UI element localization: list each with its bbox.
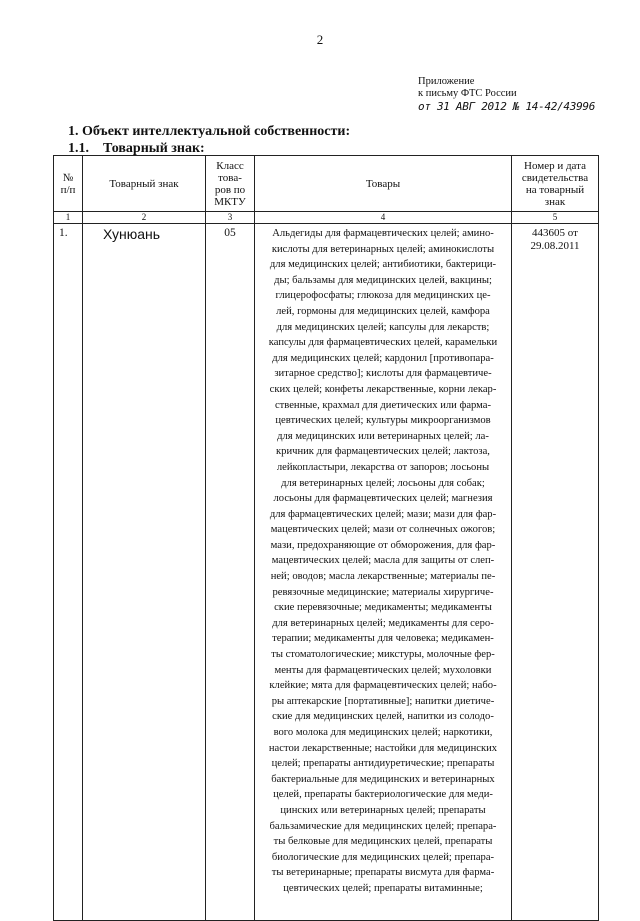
goods-line: капсулы для фармацевтических целей, карамельки xyxy=(268,337,498,349)
goods-line: ты ветеринарные; препараты висмута для фарма- xyxy=(271,867,495,879)
goods-line: терапии; медикаменты для человека; медикамен- xyxy=(272,633,494,645)
appendix-date-number: от 31 АВГ 2012 № 14-42/43996 xyxy=(418,100,596,113)
goods-line: лейкопластыри, лекарства от запоров; лосьоны xyxy=(276,461,490,473)
subsection-title: Товарный знак: xyxy=(103,141,205,156)
header-class: Класс това- ров по МКТУ xyxy=(206,156,255,212)
header-number: № п/п xyxy=(54,156,83,212)
row-number: 1. xyxy=(54,224,83,921)
goods-line: клейкие; мята для фармацевтических целей; набо- xyxy=(269,680,497,692)
goods-line: для медицинских целей; капсулы для лекарств; xyxy=(276,321,490,333)
goods-line: ревязочные медицинские; материалы хирургиче- xyxy=(272,586,494,598)
header-goods: Товары xyxy=(255,156,512,212)
goods-line: биологические для медицинских целей; препара- xyxy=(271,851,495,863)
goods-line: ские для медицинских целей, напитки из солодо- xyxy=(272,711,494,723)
goods-line: цинских или ветеринарных целей; препараты xyxy=(280,804,486,816)
subsection-number: 1.1. xyxy=(68,141,89,156)
certificate-number-date: 443605 от 29.08.2011 xyxy=(512,224,599,921)
goods-line: для медицинских целей; кардонил [противопара- xyxy=(272,352,494,364)
goods-line: целей; препараты антидиуретические; препараты xyxy=(271,758,495,770)
goods-line: лей, гормоны для медицинских целей, камфора xyxy=(276,305,490,317)
goods-line: менты для фармацевтических целей; мухоловки xyxy=(274,664,492,676)
trademark-name: Хунюань xyxy=(83,224,206,921)
goods-line: ты стоматологические; микстуры, молочные фер- xyxy=(271,649,495,661)
goods-line: мацевтических целей; мази от солнечных ожогов; xyxy=(270,524,496,536)
goods-line: ды; бальзамы для медицинских целей, вакцины; xyxy=(274,274,492,286)
appendix-letter-ref: к письму ФТС России xyxy=(418,88,517,99)
column-number: 3 xyxy=(206,212,255,224)
column-number-row xyxy=(54,212,599,224)
goods-line: бальзамические для медицинских целей; препара- xyxy=(269,820,497,832)
goods-line: ты белковые для медицинских целей, препараты xyxy=(273,836,493,848)
goods-line: лосьоны для фармацевтических целей; магнезия xyxy=(273,493,493,505)
appendix-block xyxy=(418,76,595,113)
goods-line: для фармацевтических целей; мази; мази для фар- xyxy=(269,508,497,520)
goods-line: для ветеринарных целей; медикаменты для серо- xyxy=(272,617,494,629)
goods-line: мацевтических целей; масла для защиты от слеп- xyxy=(271,555,495,567)
column-number: 4 xyxy=(255,212,512,224)
goods-line: зитарное средство]; кислоты для фармацевтиче- xyxy=(274,368,492,380)
goods-line: цевтических целей; препараты витаминные; xyxy=(283,882,483,894)
goods-line: кричник для фармацевтических целей; лактоза, xyxy=(276,446,490,458)
goods-line: цевтических целей; культуры микроорганизмов xyxy=(275,415,491,427)
mktu-class: 05 xyxy=(206,224,255,921)
goods-line: ских целей; конфеты лекарственные, корни лекар- xyxy=(269,383,497,395)
goods-line: настои лекарственные; настойки для медицинских xyxy=(268,742,498,754)
goods-line: ры аптекарские [портативные]; напитки диетиче- xyxy=(271,695,495,707)
goods-line: Альдегиды для фармацевтических целей; амино- xyxy=(272,228,494,239)
goods-list xyxy=(255,224,512,921)
goods-line: для медицинских или ветеринарных целей; ла- xyxy=(277,430,489,442)
section-heading: 1. Объект интеллектуальной собственности: xyxy=(68,124,351,139)
goods-line: глицерофосфаты; глюкоза для медицинских це- xyxy=(275,290,491,302)
page-number: 2 xyxy=(316,32,324,47)
goods-line: для медицинских целей; антибиотики, бактерици- xyxy=(269,259,497,271)
column-number: 5 xyxy=(512,212,599,224)
table-header-row xyxy=(54,156,599,212)
appendix-title: Приложение xyxy=(418,76,475,87)
goods-line: мази, предохраняющие от обморожения, для фар- xyxy=(270,539,496,551)
column-number: 1 xyxy=(54,212,83,224)
goods-line: ские перевязочные; медикаменты; медикаменты xyxy=(274,602,492,614)
column-number: 2 xyxy=(83,212,206,224)
goods-line: бактериальные для медицинских и ветеринарных xyxy=(271,773,495,785)
header-certificate: Номер и дата свидетельства на товарный знак xyxy=(512,156,599,212)
goods-line: ней; оводов; масла лекарственные; материалы пе- xyxy=(270,571,496,583)
table-row xyxy=(54,224,599,921)
goods-line: для ветеринарных целей; лосьоны для собак; xyxy=(281,477,485,489)
trademark-table xyxy=(53,155,599,921)
goods-line: целей, препараты бактериологические для меди- xyxy=(273,789,493,801)
goods-line: ственные, крахмал для диетических или фарма- xyxy=(274,399,492,411)
goods-line: вого молока для медицинских целей; наркотики, xyxy=(273,727,493,738)
header-trademark: Товарный знак xyxy=(83,156,206,212)
goods-line: кислоты для ветеринарных целей; аминокислоты xyxy=(271,243,495,255)
